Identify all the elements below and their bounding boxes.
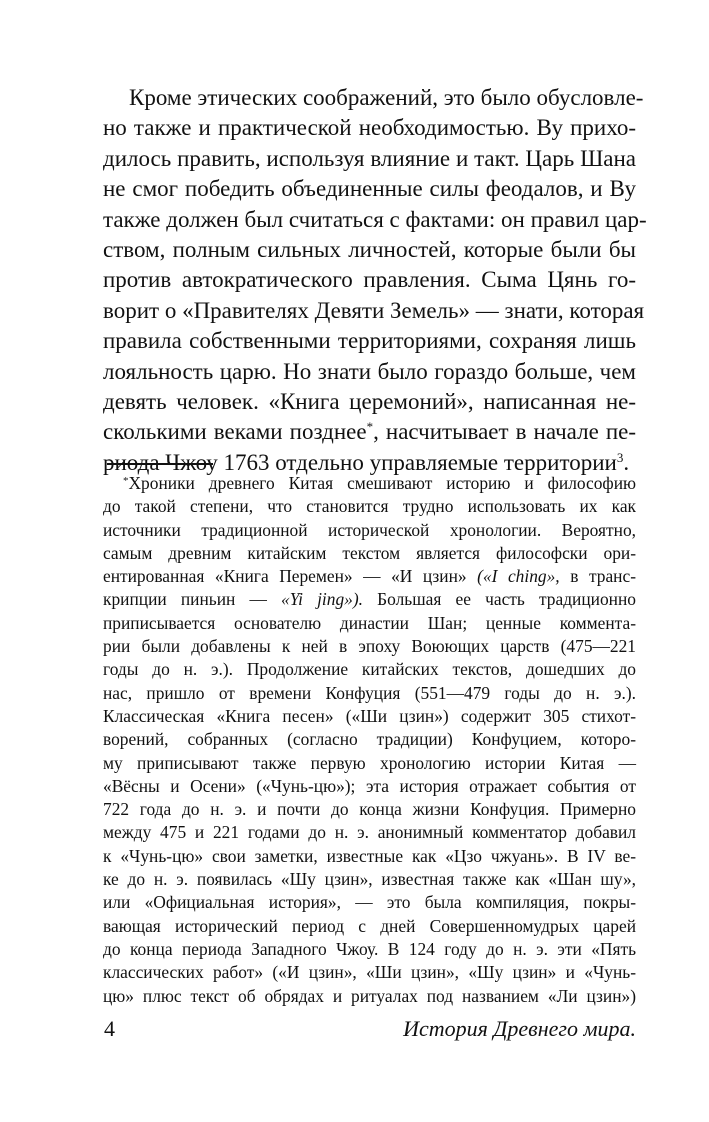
footnote-line — [103, 472, 636, 495]
text-line: но также и практической необходимостью. Ву прихо- — [103, 115, 636, 141]
footnote-line: приписывается основателю династии Шан; ценные коммента- — [103, 612, 636, 633]
footnote-line — [103, 588, 636, 611]
text-line: Кроме этических соображений, это было обусловле- — [129, 85, 644, 110]
text-line-start: сколькими веками позднее — [103, 419, 367, 445]
footnote-line: классических работ» («И цзин», «Ши цзин», «Шу цзин» и «Чунь- — [103, 962, 636, 983]
footnote-line: или «Официальная история», — это была компиляция, покры- — [103, 892, 636, 913]
footnote-line — [103, 565, 636, 588]
footnote-text: в транс- — [559, 566, 636, 587]
footnote-italic-text: «Yi jing»). — [281, 589, 363, 610]
footnote-text: Хроники древнего Китая смешивают историю и философию — [128, 473, 636, 493]
footnote-line: годы до н. э.). Продолжение китайских текстов, дошедших до — [103, 659, 636, 680]
footnote-line: рии были добавлены к ней в эпоху Воюющих царств (475—221 — [103, 636, 636, 657]
text-line: лояльность царю. Но знати было гораздо больше, чем — [103, 358, 636, 384]
footnote-italic-text: («I ching», — [477, 566, 560, 587]
footnote-line: к «Чунь-цю» свои заметки, известные как «Цзо чжуань». В IV ве- — [103, 845, 636, 866]
footnote-line: нас, пришло от времени Конфуция (551—479 годы до н. э.). — [103, 682, 636, 703]
footnote-line: ке до н. э. появилась «Шу цзин», известная также как «Шан шу», — [103, 869, 636, 890]
main-paragraph — [103, 83, 647, 478]
footnote-separator — [107, 463, 213, 465]
footnote-line: вающая исторический период с дней Совершенномудрых царей — [103, 915, 636, 936]
footnote-line: источники традиционной исторической хронологии. Вероятно, — [103, 519, 636, 540]
footnote-text: крипции пиньин — — [103, 589, 282, 610]
footnote-marker[interactable]: * — [366, 419, 374, 435]
text-line-start: риода Чжоу 1763 отдельно управляемые территории — [103, 449, 617, 475]
text-line: ством, полным сильных личностей, которые были бы — [103, 236, 636, 262]
footnote-line: до такой степени, что становится трудно использовать их как — [103, 496, 636, 517]
footnote-line: между 475 и 221 годами до н. э. анонимный комментатор добавил — [103, 822, 636, 843]
text-line: ворит о «Правителях Девяти Земель» — знати, которая — [103, 297, 645, 323]
footnote-text: ентированная «Книга Перемен» — «И цзин» — [103, 566, 478, 587]
footnote-text: Большая ее часть традиционно — [363, 589, 636, 610]
endnote-reference[interactable]: 3 — [616, 449, 624, 465]
text-line: дилось править, используя влияние и такт. Царь Шана — [103, 145, 636, 171]
text-line: также должен был считаться с фактами: он правил цар- — [103, 206, 647, 232]
footnote-line: 722 года до н. э. и почти до конца жизни Конфуция. Примерно — [103, 799, 636, 820]
text-line: не смог победить объединенные силы феодалов, и Ву — [103, 176, 636, 202]
text-line: девять человек. «Книга церемоний», написанная не- — [103, 388, 636, 414]
text-line — [103, 417, 636, 447]
text-line-end: . — [623, 449, 630, 475]
footnote-line: ворений, собранных (согласно традиции) Конфуцием, которо- — [103, 729, 636, 750]
text-line: против автократического правления. Сыма Цянь го- — [103, 267, 636, 293]
running-title: История Древнего мира. — [403, 1016, 636, 1041]
footnote-line: до конца периода Западного Чжоу. В 124 году до н. э. эти «Пять — [103, 938, 636, 959]
footnote — [103, 472, 636, 1008]
footnote-line: самым древним китайским текстом является философски ори- — [103, 542, 636, 563]
footnote-marker: * — [123, 475, 129, 487]
page-number: 4 — [104, 1016, 115, 1041]
footnote-line: «Вёсны и Осени» («Чунь-цю»); эта история отражает события от — [103, 775, 636, 796]
footnote-line: Классическая «Книга песен» («Ши цзин») содержит 305 стихот- — [103, 705, 636, 726]
text-line: правила собственными территориями, сохраняя лишь — [103, 328, 636, 354]
footnote-line: цю» плюс текст об обрядах и ритуалах под названием «Ли цзин») — [103, 985, 636, 1006]
footnote-line: му приписывают также первую хронологию истории Китая — — [103, 752, 636, 773]
text-line-end: , насчитывает в начале пе- — [373, 419, 637, 445]
